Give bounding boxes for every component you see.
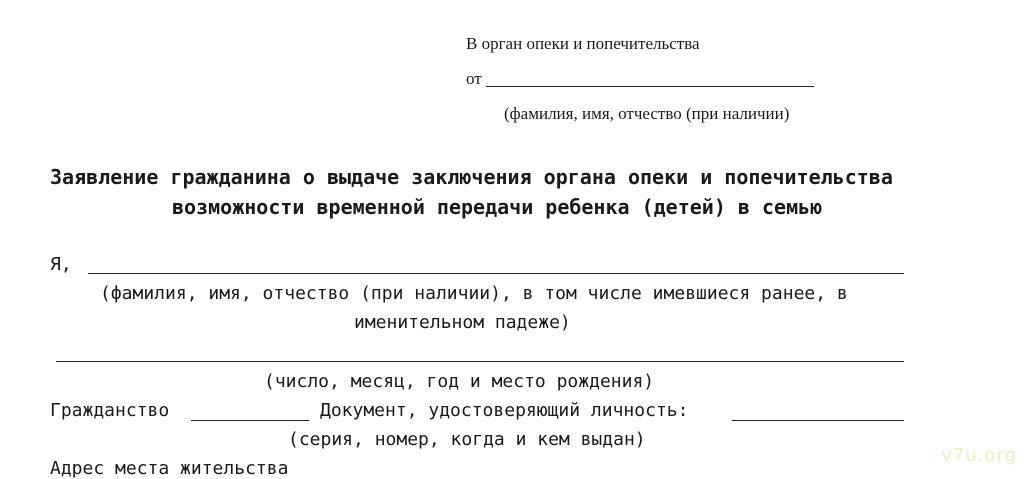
name-fill-line[interactable] (88, 273, 904, 274)
from-fill-line[interactable] (486, 86, 814, 87)
watermark: v7u.org (941, 445, 1017, 466)
document-fill-line[interactable] (732, 420, 904, 421)
document-label: Документ, удостоверяющий личность: (320, 400, 689, 421)
citizenship-label: Гражданство (50, 400, 170, 421)
from-hint: (фамилия, имя, отчество (при наличии) (504, 104, 790, 123)
from-label: от (466, 69, 482, 88)
birth-fill-line[interactable] (56, 361, 904, 362)
document-title-line2: возможности временной передачи ребенка (детей) в семью (172, 195, 823, 219)
citizenship-fill-line[interactable] (191, 420, 309, 421)
name-hint-line1: (фамилия, имя, отчество (при наличии), в том числе имевшиеся ранее, в (100, 283, 848, 304)
recipient-line: В орган опеки и попечительства (466, 34, 700, 53)
document-title-line1: Заявление гражданина о выдаче заключения органа опеки и попечительства (50, 165, 893, 189)
i-label: Я, (50, 254, 72, 275)
address-label: Адрес места жительства (50, 458, 289, 479)
birth-hint: (число, месяц, год и место рождения) (264, 371, 655, 392)
name-hint-line2: именительном падеже) (354, 312, 571, 333)
document-hint: (серия, номер, когда и кем выдан) (288, 429, 646, 450)
